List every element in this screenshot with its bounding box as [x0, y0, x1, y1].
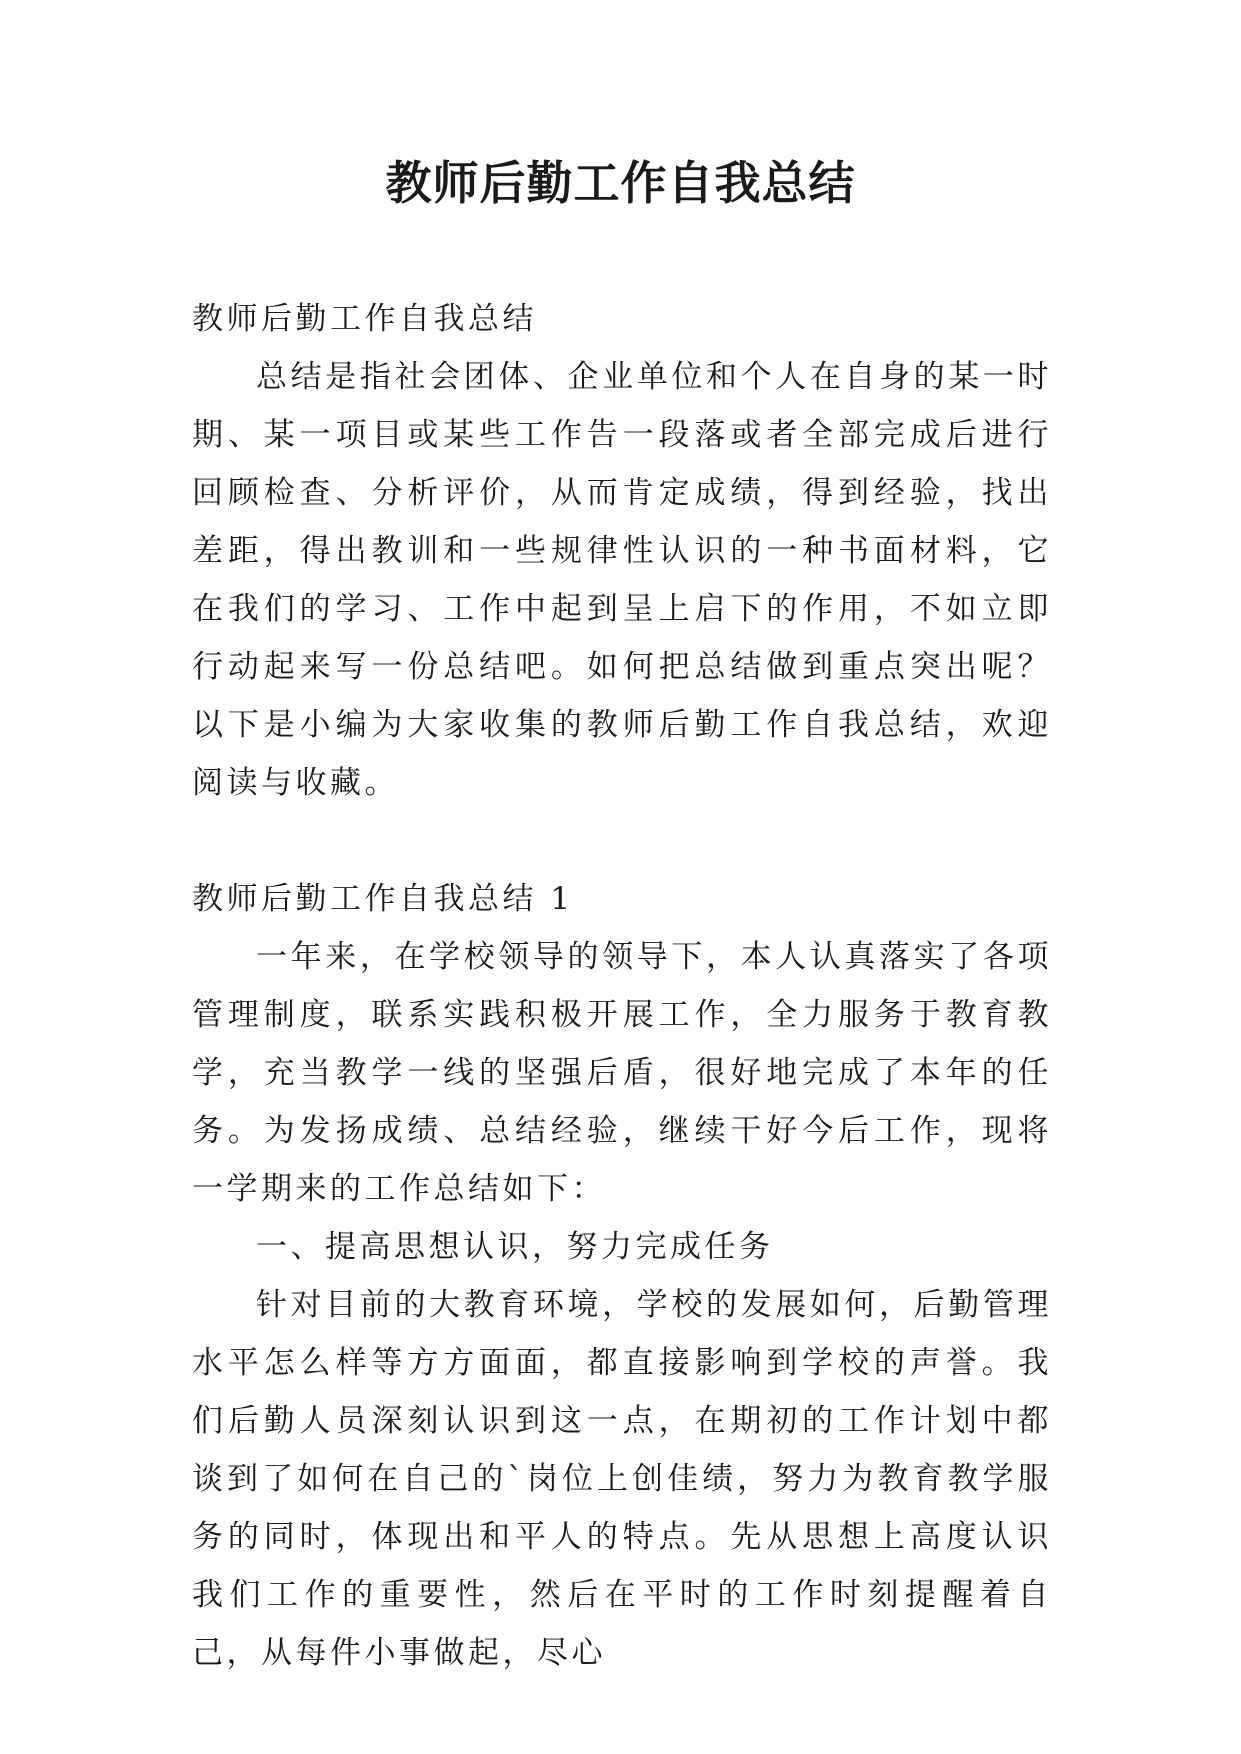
document-title: 教师后勤工作自我总结 — [385, 156, 856, 210]
section-paragraph-2: 针对目前的大教育环境，学校的发展如何，后勤管理水平怎么样等方方面面，都直接影响到学校的声誉。我们后勤人员深刻认识到这一点，在期初的工作计划中都谈到了如何在自己的`岗位上创佳绩，努力为教育教学服务的同时，体现出和平人的特点。先从思想上高度认识我们工作的重要性，然后在平时的工作时刻提醒着自己，从每件小事做起，尽心 — [192, 1287, 1052, 1671]
paragraph-spacer — [192, 812, 1052, 870]
section-paragraph-1: 一年来，在学校领导的领导下，本人认真落实了各项管理制度，联系实践积极开展工作，全力服务于教育教学，充当教学一线的坚强后盾，很好地完成了本年的任务。为发扬成绩、总结经验，继续干好今后工作，现将一学期来的工作总结如下： — [192, 939, 1052, 1207]
intro-paragraph: 总结是指社会团体、企业单位和个人在自身的某一时期、某一项目或某些工作告一段落或者全部完成后进行回顾检查、分析评价，从而肯定成绩，得到经验，找出差距，得出教训和一些规律性认识的一种书面材料，它在我们的学习、工作中起到呈上启下的作用，不如立即行动起来写一份总结吧。如何把总结做到重点突出呢？以下是小编为大家收集的教师后勤工作自我总结，欢迎阅读与收藏。 — [192, 359, 1052, 801]
section-subheading: 一、提高思想认识，努力完成任务 — [256, 1229, 774, 1265]
document-body — [192, 290, 1052, 1682]
document-subtitle: 教师后勤工作自我总结 — [192, 301, 537, 337]
section-heading: 教师后勤工作自我总结 1 — [192, 881, 574, 917]
